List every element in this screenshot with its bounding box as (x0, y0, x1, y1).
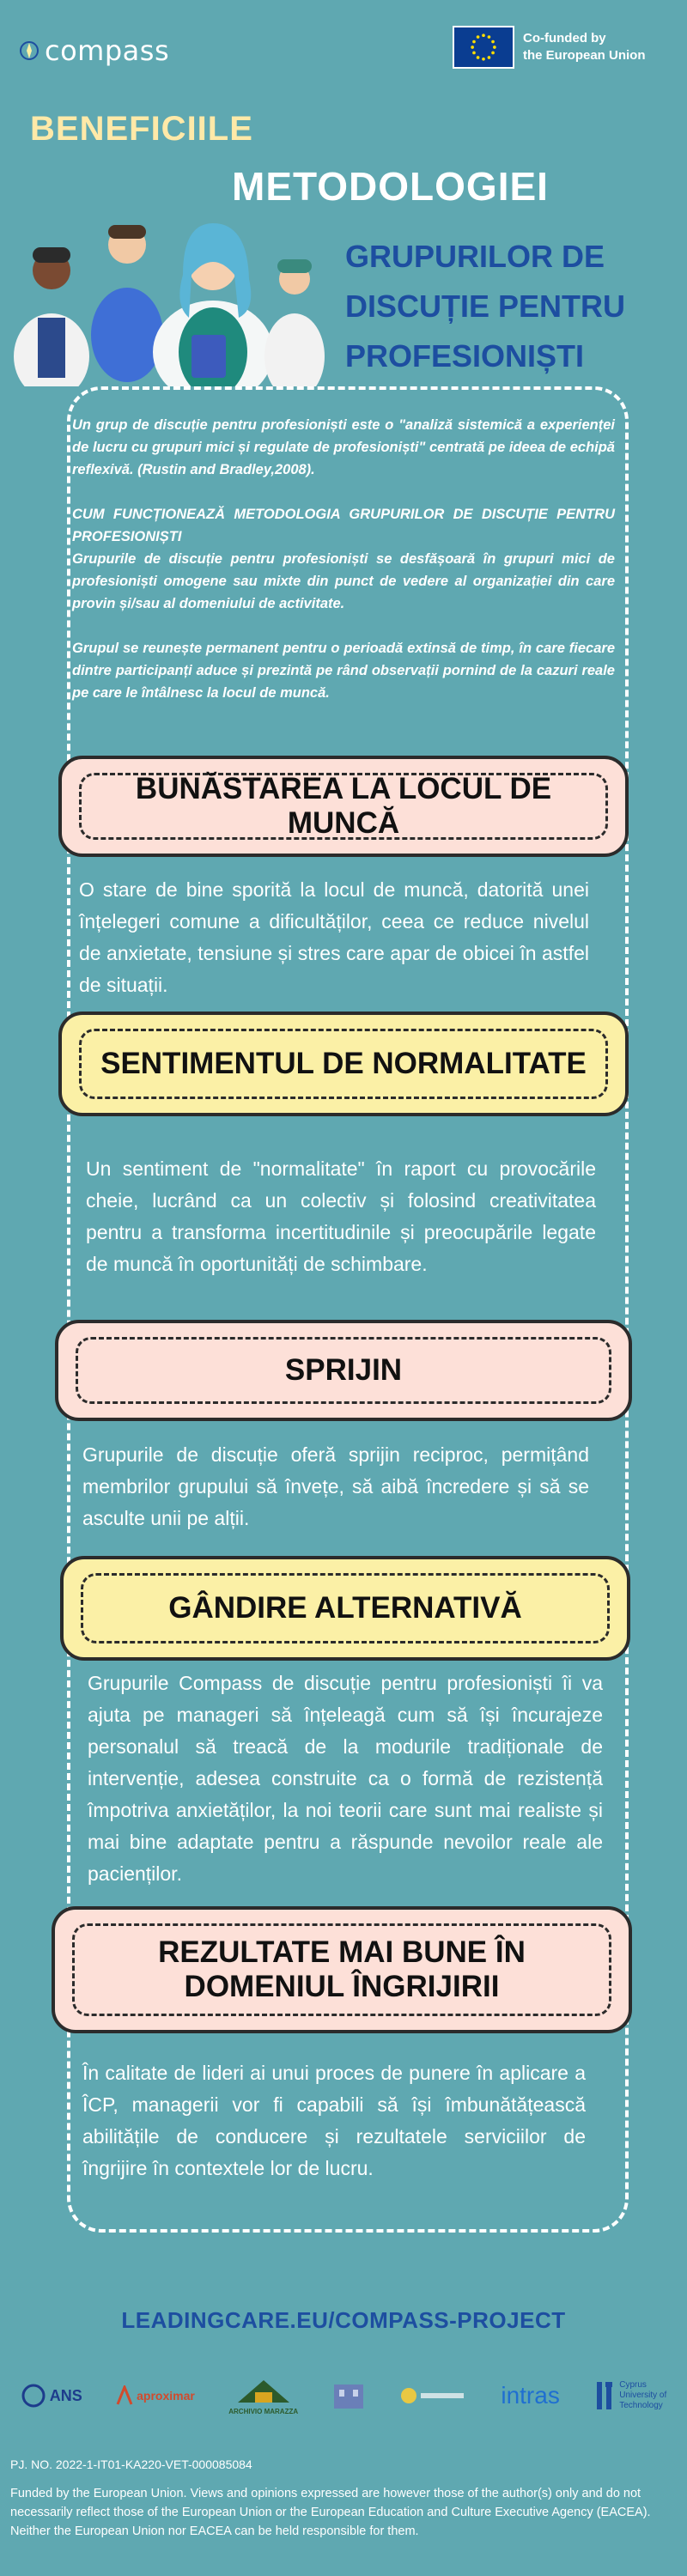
title-grupurilor (345, 232, 672, 381)
section-card-support (55, 1320, 632, 1421)
partner-name: Technology (619, 2401, 663, 2410)
title-metodologiei: METODOLOGIEI (232, 164, 549, 209)
section-text: O stare de bine sporită la locul de muncă, datorită unei înțelegeri comune a dificultăților, ceea ce reduce nivelul de anxietate, tensiune și stres care apar de obicei în astfel de situații. (79, 878, 589, 996)
title-beneficiile: BENEFICIILE (30, 110, 253, 148)
cut-logo-icon (593, 2380, 616, 2411)
section-text: Grupurile de discuție oferă sprijin reciproc, permițând membrilor grupului să învețe, să aibă încredere și să se asculte unii pe alții. (82, 1443, 589, 1529)
healthcare-professionals-illustration (7, 206, 325, 386)
compass-icon (19, 40, 40, 61)
section-title: GÂNDIRE ALTERNATIVĂ (81, 1573, 610, 1643)
archivio-logo-icon (229, 2377, 298, 2406)
intro-text (72, 414, 615, 726)
intro-paragraph: Un grup de discuție pentru profesioniști este o "analiză sistemică a experienței de lucru cu grupuri mici și regulate de profesioniști" centrată pe ideea de echipă reflexivă. (Rustin and Bradley,2008). (72, 417, 615, 477)
intro-paragraph: Grupul se reunește permanent pentru o perioadă extinsă de timp, în care fiecare dintre participanți aduce și prezintă pe rând observații pornind de la cazuri reale pe care le întâlnesc la locul de muncă. (72, 641, 615, 701)
partner-logo-intras (501, 2382, 559, 2409)
partner-logo-archivio (228, 2377, 298, 2415)
aproximar-logo-icon (116, 2385, 133, 2406)
partner-name: ARCHIVIO MARAZZA (228, 2407, 299, 2415)
intro-paragraph: Grupurile de discuție pentru profesioniști se desfășoară în grupuri mici de profesioniști omogene sau mixte din punct de vedere al organizației din care provin și/sau al domeniului de activitate. (72, 551, 615, 611)
circle-logo-icon (398, 2385, 467, 2406)
title-line: PROFESIONIȘTI (345, 338, 585, 374)
compass-logo (19, 34, 169, 67)
section-title: BUNĂSTAREA LA LOCUL DE MUNCĂ (79, 773, 608, 840)
partner-logos (0, 2370, 687, 2421)
section-title: REZULTATE MAI BUNE ÎN DOMENIUL ÎNGRIJIRII (72, 1923, 611, 2016)
partner-logo-aproximar (116, 2385, 195, 2406)
partner-logo-cut (593, 2380, 666, 2411)
eu-disclaimer: Funded by the European Union. Views and opinions expressed are however those of the author(s) only and do not necessarily reflect those of the European Union or the European Education and Culture Executive Agency (EACEA). Neither the European Union nor EACEA can be held responsible for them. (10, 2487, 651, 2538)
project-number: PJ. NO. 2022-1-IT01-KA220-VET-000085084 (10, 2458, 252, 2471)
eu-cofunded-logo (453, 26, 646, 69)
eu-flag-icon (453, 26, 514, 69)
section-card-better-care (52, 1906, 632, 2033)
section-card-wellbeing (58, 756, 629, 857)
partner-logo-building (332, 2381, 365, 2410)
partner-name: University of (619, 2391, 667, 2400)
section-text: În calitate de lideri ai unui proces de punere în aplicare a ÎCP, managerii vor fi capabili să își îmbunătățească abilitățile de conducere și rezultatele serviciilor de îngrijire în contextele lor de lucru. (82, 2062, 586, 2179)
partner-name: intras (501, 2382, 560, 2409)
logo-text: compass (45, 34, 170, 67)
section-card-alternative-thinking (60, 1556, 630, 1661)
section-title: SPRIJIN (76, 1337, 611, 1404)
project-url-link[interactable]: LEADINGCARE.EU/COMPASS-PROJECT (121, 2307, 566, 2333)
partner-name: ANS (49, 2386, 82, 2404)
section-text: Grupurile Compass de discuție pentru profesioniști îi va ajuta pe manageri să înțeleagă cum să își încurajeze personalul să treacă de la modurile tradiționale de intervenție, adesea construite ca o formă de rezistență împotriva anxietăților, la noi teorii care sunt mai realiste și mai bine adaptate pentru a răspunde nevoilor reale ale pacienților. (88, 1672, 603, 1885)
partner-name: Cyprus (619, 2380, 647, 2390)
building-logo-icon (332, 2381, 365, 2410)
intro-heading: CUM FUNCȚIONEAZĂ METODOLOGIA GRUPURILOR DE DISCUȚIE PENTRU PROFESIONIȘTI (72, 507, 615, 544)
partner-logo-circle (398, 2385, 467, 2406)
section-text: Un sentiment de "normalitate" în raport cu provocările cheie, lucrând ca un colectiv și folosind creativitatea pentru a transforma incertitudinile și preocupările legate de muncă în oportunități de schimbare. (86, 1157, 596, 1275)
title-line: GRUPURILOR DE (345, 239, 605, 274)
section-title: SENTIMENTUL DE NORMALITATE (79, 1029, 608, 1099)
ans-logo-icon (21, 2383, 46, 2409)
title-line: DISCUȚIE PENTRU (345, 289, 626, 324)
eu-text-line2: the European Union (523, 48, 646, 63)
eu-text-line1: Co-funded by (523, 31, 606, 46)
partner-name: aproximar (137, 2389, 195, 2403)
partner-logo-ans (21, 2383, 82, 2409)
section-card-normality (58, 1012, 629, 1116)
